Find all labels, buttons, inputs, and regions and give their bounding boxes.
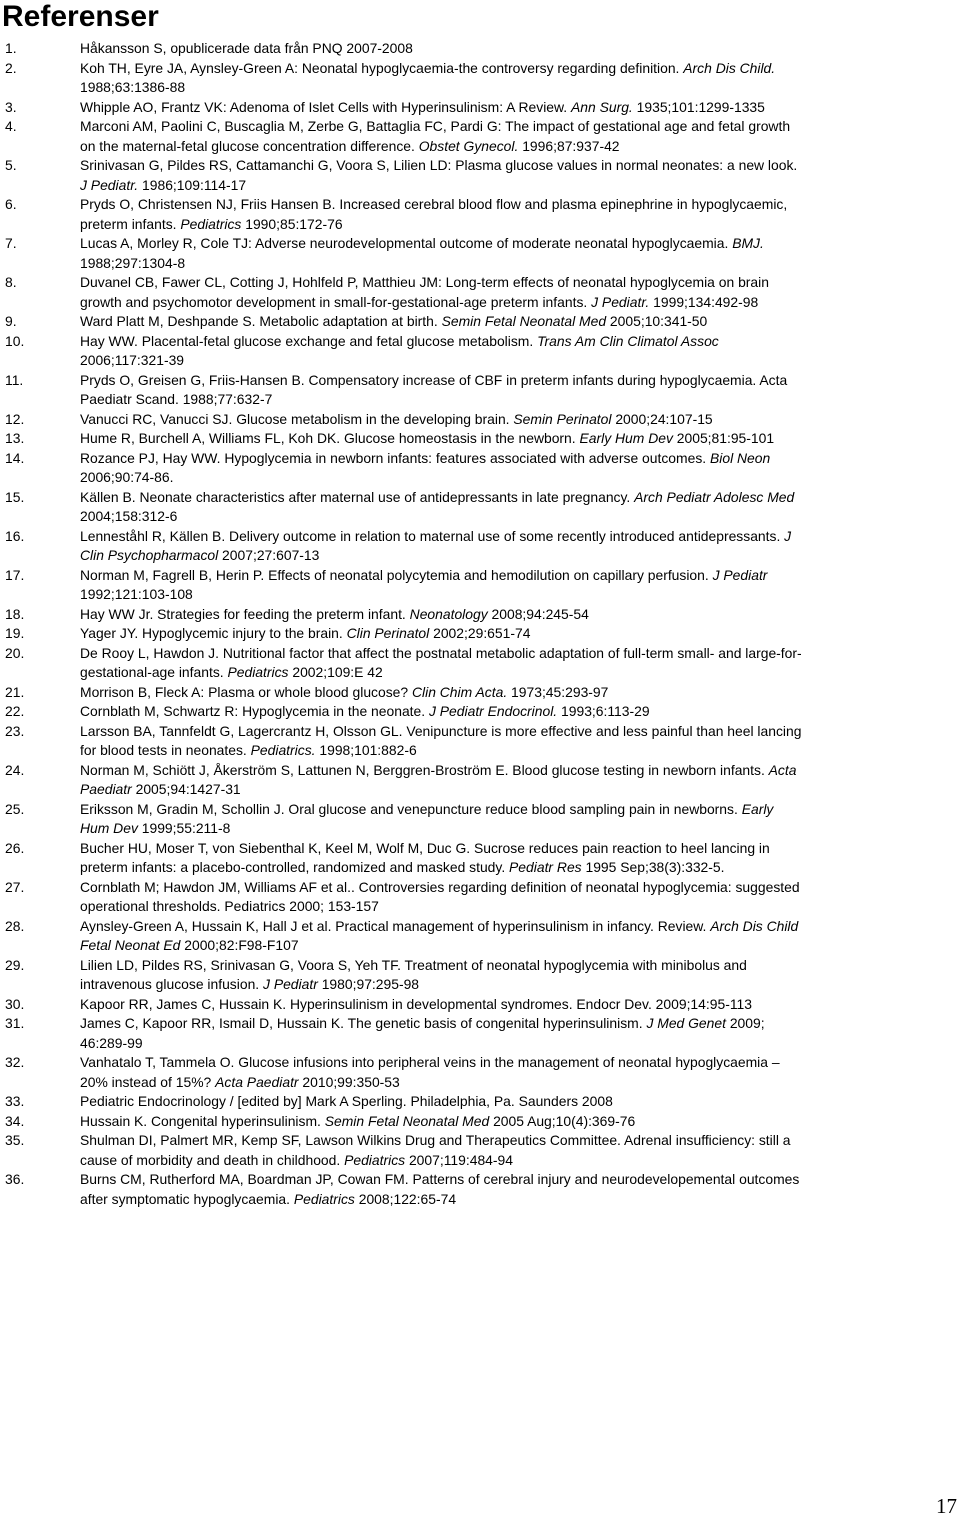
citation-text: 46:289-99 <box>80 1034 143 1051</box>
reference-line <box>80 215 958 235</box>
reference-item <box>0 917 960 956</box>
reference-line <box>80 312 958 332</box>
journal-title: Pediatr Res <box>509 859 582 875</box>
reference-text <box>80 995 958 1015</box>
citation-text: Larsson BA, Tannfeldt G, Lagercrantz H, Olsson GL. Venipuncture is more effective and less painful than heel lancing <box>80 722 802 739</box>
citation-text: growth and psychomotor development in small-for-gestational-age preterm infants. <box>80 293 592 310</box>
reference-line <box>80 780 958 800</box>
citation-text: 1998;101:882-6 <box>315 742 417 758</box>
journal-title: Arch Dis Child. <box>683 59 776 76</box>
citation-text: 2005;81:95-101 <box>672 430 775 446</box>
journal-title: J Pediatr <box>263 976 318 992</box>
reference-text <box>80 624 958 644</box>
reference-number: 11. <box>5 371 24 388</box>
reference-line <box>80 332 958 352</box>
reference-line <box>80 1014 958 1034</box>
citation-text: Kapoor RR, James C, Hussain K. Hyperinsulinism in developmental syndromes. Endocr Dev. 2009;14:95-113 <box>80 995 752 1012</box>
reference-line <box>80 176 958 196</box>
reference-number: 18. <box>5 605 25 622</box>
reference-number: 26. <box>5 839 25 856</box>
reference-number: 34. <box>5 1112 25 1129</box>
citation-text: Vanhatalo T, Tammela O. Glucose infusions into peripheral veins in the management of neonatal hypoglycaemia – <box>80 1054 780 1070</box>
reference-number: 15. <box>5 488 25 505</box>
reference-text <box>80 761 958 800</box>
reference-item <box>0 234 960 273</box>
reference-line <box>80 1092 958 1112</box>
journal-title: Paediatr <box>80 781 132 797</box>
citation-text: 2005;94:1427-31 <box>131 781 241 797</box>
reference-line <box>80 488 958 508</box>
citation-text: cause of morbidity and death in childhood. <box>80 1151 345 1168</box>
reference-line <box>80 936 958 956</box>
reference-item <box>0 1053 960 1092</box>
reference-item <box>0 527 960 566</box>
reference-number: 6. <box>5 196 17 212</box>
reference-line <box>80 351 958 371</box>
reference-line <box>80 624 958 644</box>
journal-title: Obstet Gynecol. <box>418 137 519 154</box>
reference-line <box>80 410 958 430</box>
citation-text: 2006;117:321-39 <box>80 352 185 368</box>
citation-text: Hume R, Burchell A, Williams FL, Koh DK. Glucose homeostasis in the newborn. <box>80 430 580 446</box>
reference-number: 5. <box>5 157 17 173</box>
citation-text: Ward Platt M, Deshpande S. Metabolic adaptation at birth. <box>80 313 442 329</box>
reference-line <box>80 1131 958 1151</box>
reference-item <box>0 156 960 195</box>
reference-line <box>80 897 958 917</box>
citation-text: Pediatric Endocrinology / [edited by] Mark A Sperling. Philadelphia, Pa. Saunders 2008 <box>80 1093 613 1109</box>
reference-text <box>80 1131 958 1170</box>
reference-text <box>80 1112 958 1132</box>
reference-item <box>0 1131 960 1170</box>
citation-text: Lenneståhl R, Källen B. Delivery outcome in relation to maternal use of some recently introduced antidepressants. <box>80 527 785 544</box>
reference-item <box>0 995 960 1015</box>
journal-title: Pediatrics <box>227 664 289 680</box>
reference-number: 27. <box>5 878 25 895</box>
citation-text: Håkansson S, opublicerade data från PNQ 2007-2008 <box>80 40 413 56</box>
reference-line <box>80 878 958 898</box>
citation-text: 1999;134:492-98 <box>649 293 759 310</box>
reference-line <box>80 195 958 215</box>
citation-text: Norman M, Schiött J, Åkerström S, Lattunen N, Berggren-Broström E. Blood glucose testing in newborn infants. <box>80 761 769 778</box>
reference-number: 7. <box>5 235 17 251</box>
reference-item <box>0 195 960 234</box>
journal-title: J Pediatr. <box>80 176 139 193</box>
citation-text: 2002;109:E 42 <box>288 664 383 680</box>
reference-text <box>80 839 958 878</box>
citation-text: 2007;119:484-94 <box>405 1151 513 1168</box>
citation-text: Aynsley-Green A, Hussain K, Hall J et al. Practical management of hyperinsulinism in infancy. Review. <box>80 917 711 934</box>
citation-text: Hussain K. Congenital hyperinsulinism. <box>80 1112 325 1129</box>
reference-text <box>80 312 958 332</box>
journal-title: J Pediatr. <box>591 293 650 310</box>
reference-line <box>80 722 958 742</box>
reference-line <box>80 995 958 1015</box>
reference-item <box>0 429 960 449</box>
reference-line <box>80 1073 958 1093</box>
reference-number: 9. <box>5 313 17 329</box>
journal-title: Ann Surg. <box>571 98 633 115</box>
reference-number: 33. <box>5 1093 25 1109</box>
citation-text: 1980;97:295-98 <box>317 976 420 992</box>
reference-line <box>80 59 958 79</box>
citation-text: Bucher HU, Moser T, von Siebenthal K, Keel M, Wolf M, Duc G. Sucrose reduces pain reaction to heel lancing in <box>80 839 770 856</box>
reference-number: 21. <box>5 683 25 700</box>
reference-text <box>80 410 958 430</box>
citation-text: Paediatr Scand. 1988;77:632-7 <box>80 391 273 407</box>
reference-number: 17. <box>5 566 25 583</box>
reference-text <box>80 273 958 312</box>
reference-line <box>80 234 958 254</box>
reference-text <box>80 1170 958 1209</box>
reference-number: 20. <box>5 644 25 661</box>
journal-title: Semin Perinatol <box>513 410 612 427</box>
citation-text: Marconi AM, Paolini C, Buscaglia M, Zerbe G, Battaglia FC, Pardi G: The impact of gestational age and fetal growth <box>80 118 791 134</box>
reference-number: 10. <box>5 332 25 349</box>
citation-text: preterm infants. <box>80 215 181 232</box>
reference-text <box>80 488 958 527</box>
reference-line <box>80 605 958 625</box>
reference-text <box>80 332 958 371</box>
reference-text <box>80 917 958 956</box>
citation-text: for blood tests in neonates. <box>80 742 251 758</box>
reference-line <box>80 1151 958 1171</box>
reference-line <box>80 702 958 722</box>
reference-item <box>0 39 960 59</box>
citation-text: Hay WW Jr. Strategies for feeding the preterm infant. <box>80 605 410 622</box>
reference-text <box>80 429 958 449</box>
reference-number: 30. <box>5 995 25 1012</box>
reference-item <box>0 1014 960 1053</box>
citation-text: 1992;121:103-108 <box>80 586 193 602</box>
reference-line <box>80 839 958 859</box>
journal-title: Early <box>741 800 774 817</box>
journal-title: Clin Perinatol <box>346 625 430 641</box>
citation-text: Whipple AO, Frantz VK: Adenoma of Islet Cells with Hyperinsulinism: A Review. <box>80 98 572 115</box>
reference-text <box>80 527 958 566</box>
citation-text: 2002;29:651-74 <box>429 625 531 641</box>
reference-item <box>0 410 960 430</box>
citation-text: 1995 Sep;38(3):332-5. <box>581 859 725 875</box>
reference-item <box>0 449 960 488</box>
citation-text: 1986;109:114-17 <box>138 176 247 193</box>
citation-text: James C, Kapoor RR, Ismail D, Hussain K. The genetic basis of congenital hyperinsulinism. <box>80 1015 647 1031</box>
reference-item <box>0 605 960 625</box>
citation-text: 2010;99:350-53 <box>298 1073 400 1090</box>
reference-item <box>0 273 960 312</box>
journal-title: Pediatrics. <box>250 742 316 758</box>
page-heading: Referenser <box>2 0 159 33</box>
citation-text: 1973;45:293-97 <box>507 683 609 700</box>
citation-text: operational thresholds. Pediatrics 2000; 153-157 <box>80 898 379 914</box>
citation-text: 1988;297:1304-8 <box>80 254 186 271</box>
reference-text <box>80 39 958 59</box>
citation-text: 1999;55:211-8 <box>137 820 231 836</box>
reference-number: 23. <box>5 722 25 739</box>
reference-text <box>80 683 958 703</box>
reference-item <box>0 644 960 683</box>
page-number: 17 <box>936 1494 957 1518</box>
reference-number: 29. <box>5 956 25 973</box>
journal-title: Acta Paediatr <box>215 1073 299 1090</box>
reference-text <box>80 644 958 683</box>
citation-text: Norman M, Fagrell B, Herin P. Effects of neonatal polycytemia and hemodilution on capillary perfusion. <box>80 566 713 583</box>
reference-line <box>80 741 958 761</box>
reference-item <box>0 117 960 156</box>
citation-text: 2009; <box>725 1015 765 1031</box>
journal-title: J Med Genet <box>646 1015 726 1031</box>
reference-number: 2. <box>5 59 17 76</box>
citation-text: 1990;85:172-76 <box>241 215 343 232</box>
reference-line <box>80 683 958 703</box>
reference-line <box>80 546 958 566</box>
citation-text: Morrison B, Fleck A: Plasma or whole blood glucose? <box>80 683 412 700</box>
citation-text: Rozance PJ, Hay WW. Hypoglycemia in newborn infants: features associated with adverse outcomes. <box>80 449 710 466</box>
reference-line <box>80 468 958 488</box>
reference-line <box>80 858 958 878</box>
citation-text: 1988;63:1386-88 <box>80 79 186 95</box>
journal-title: BMJ. <box>732 235 764 251</box>
journal-title: Clin Chim Acta. <box>411 683 508 700</box>
citation-text: 2005;10:341-50 <box>606 313 708 329</box>
reference-line <box>80 137 958 157</box>
citation-text: Cornblath M, Schwartz R: Hypoglycemia in the neonate. <box>80 703 429 719</box>
reference-text <box>80 195 958 234</box>
reference-text <box>80 59 958 98</box>
reference-text <box>80 605 958 625</box>
reference-item <box>0 98 960 118</box>
reference-item <box>0 878 960 917</box>
citation-text: Källen B. Neonate characteristics after maternal use of antidepressants in late pregnancy. <box>80 488 635 505</box>
reference-number: 1. <box>5 40 17 56</box>
citation-text: 1993;6:113-29 <box>557 703 650 719</box>
reference-item <box>0 488 960 527</box>
citation-text: 2000;24:107-15 <box>611 410 713 427</box>
reference-line <box>80 371 958 391</box>
citation-text: 2008;94:245-54 <box>487 605 589 622</box>
reference-text <box>80 566 958 605</box>
reference-number: 25. <box>5 800 25 817</box>
citation-text: Pryds O, Christensen NJ, Friis Hansen B. Increased cerebral blood flow and plasma epinephrine in hypoglycaemic, <box>80 196 788 212</box>
reference-line <box>80 1190 958 1210</box>
journal-title: Pediatrics <box>293 1190 355 1207</box>
reference-number: 36. <box>5 1171 25 1187</box>
reference-line <box>80 566 958 586</box>
reference-number: 16. <box>5 527 25 544</box>
reference-line <box>80 78 958 98</box>
reference-text <box>80 800 958 839</box>
journal-title: Trans Am Clin Climatol Assoc <box>537 332 719 349</box>
reference-text <box>80 1092 958 1112</box>
reference-text <box>80 117 958 156</box>
journal-title: J Pediatr <box>712 566 768 583</box>
journal-title: Arch Dis Child <box>710 917 799 934</box>
reference-line <box>80 390 958 410</box>
reference-text <box>80 371 958 410</box>
citation-text: preterm infants: a placebo-controlled, randomized and masked study. <box>80 859 510 875</box>
reference-number: 31. <box>5 1015 25 1031</box>
citation-text: intravenous glucose infusion. <box>80 976 264 992</box>
reference-line <box>80 917 958 937</box>
journal-title: Semin Fetal Neonatal Med <box>441 313 607 329</box>
journal-title: Pediatrics <box>344 1151 406 1168</box>
journal-title: J Pediatr Endocrinol. <box>428 703 558 719</box>
reference-number: 4. <box>5 118 17 134</box>
reference-text <box>80 702 958 722</box>
reference-line <box>80 98 958 118</box>
reference-number: 13. <box>5 430 25 446</box>
reference-line <box>80 293 958 313</box>
citation-text: 2000;82:F98-F107 <box>180 937 299 953</box>
reference-number: 12. <box>5 410 25 427</box>
citation-text: 1996;87:937-42 <box>518 137 620 154</box>
citation-text: Yager JY. Hypoglycemic injury to the brain. <box>80 625 347 641</box>
journal-title: J <box>784 527 792 544</box>
journal-title: Hum Dev <box>80 820 138 836</box>
citation-text: 2007;27:607-13 <box>218 547 320 563</box>
reference-text <box>80 1014 958 1053</box>
reference-text <box>80 956 958 995</box>
reference-line <box>80 273 958 293</box>
reference-item <box>0 566 960 605</box>
reference-line <box>80 39 958 59</box>
reference-text <box>80 234 958 273</box>
citation-text: gestational-age infants. <box>80 664 228 680</box>
reference-line <box>80 800 958 820</box>
reference-line <box>80 449 958 469</box>
reference-line <box>80 117 958 137</box>
reference-line <box>80 156 958 176</box>
citation-text: Burns CM, Rutherford MA, Boardman JP, Cowan FM. Patterns of cerebral injury and neurodevelopemental outcomes <box>80 1171 800 1187</box>
journal-title: Acta <box>768 761 797 778</box>
reference-item <box>0 722 960 761</box>
reference-number: 22. <box>5 703 25 719</box>
reference-line <box>80 507 958 527</box>
reference-number: 24. <box>5 761 25 778</box>
journal-title: Early Hum Dev <box>579 430 673 446</box>
reference-line <box>80 644 958 664</box>
reference-line <box>80 975 958 995</box>
reference-line <box>80 1053 958 1073</box>
citation-text: after symptomatic hypoglycaemia. <box>80 1190 294 1207</box>
citation-text: Pryds O, Greisen G, Friis-Hansen B. Compensatory increase of CBF in preterm infants during hypoglycaemia. Acta <box>80 371 788 388</box>
citation-text: Eriksson M, Gradin M, Schollin J. Oral glucose and venepuncture reduce blood sampling pain in newborns. <box>80 800 742 817</box>
reference-line <box>80 585 958 605</box>
reference-line <box>80 956 958 976</box>
reference-item <box>0 312 960 332</box>
journal-title: Semin Fetal Neonatal Med <box>324 1112 490 1129</box>
citation-text: 2004;158:312-6 <box>80 508 178 524</box>
reference-text <box>80 156 958 195</box>
journal-title: Fetal Neonat Ed <box>80 937 181 953</box>
citation-text: on the maternal-fetal glucose concentration difference. <box>80 137 419 154</box>
reference-text <box>80 722 958 761</box>
reference-item <box>0 800 960 839</box>
reference-text <box>80 1053 958 1092</box>
citation-text: 2006;90:74-86. <box>80 469 174 485</box>
citation-text: Koh TH, Eyre JA, Aynsley-Green A: Neonatal hypoglycaemia-the controversy regarding definition. <box>80 59 684 76</box>
reference-number: 32. <box>5 1054 25 1070</box>
reference-item <box>0 839 960 878</box>
reference-item <box>0 624 960 644</box>
reference-item <box>0 956 960 995</box>
citation-text: Cornblath M; Hawdon JM, Williams AF et al.. Controversies regarding definition of neonatal hypoglycemia: suggested <box>80 878 800 895</box>
citation-text: De Rooy L, Hawdon J. Nutritional factor that affect the postnatal metabolic adaptation of full-term small- and large-for- <box>80 644 802 661</box>
citation-text: Shulman DI, Palmert MR, Kemp SF, Lawson Wilkins Drug and Therapeutics Committee. Adrenal insufficiency: still a <box>80 1132 791 1148</box>
reference-number: 28. <box>5 917 25 934</box>
reference-list <box>0 39 960 1209</box>
reference-line <box>80 819 958 839</box>
reference-text <box>80 449 958 488</box>
reference-item <box>0 1092 960 1112</box>
reference-item <box>0 702 960 722</box>
citation-text: Vanucci RC, Vanucci SJ. Glucose metabolism in the developing brain. <box>80 410 514 427</box>
reference-line <box>80 761 958 781</box>
reference-item <box>0 1170 960 1209</box>
citation-text: Lilien LD, Pildes RS, Srinivasan G, Voora S, Yeh TF. Treatment of neonatal hypoglycemia with minibolus and <box>80 956 747 973</box>
reference-number: 19. <box>5 625 25 641</box>
reference-text <box>80 98 958 118</box>
reference-line <box>80 663 958 683</box>
reference-line <box>80 1170 958 1190</box>
reference-text <box>80 878 958 917</box>
reference-number: 8. <box>5 274 17 290</box>
reference-line <box>80 1112 958 1132</box>
reference-item <box>0 683 960 703</box>
reference-number: 14. <box>5 449 25 466</box>
citation-text: 2008;122:65-74 <box>354 1190 457 1207</box>
reference-line <box>80 254 958 274</box>
reference-item <box>0 1112 960 1132</box>
citation-text: 20% instead of 15%? <box>80 1073 216 1090</box>
journal-title: Clin Psychopharmacol <box>80 547 219 563</box>
reference-line <box>80 1034 958 1054</box>
journal-title: Biol Neon <box>710 449 771 466</box>
reference-item <box>0 371 960 410</box>
reference-line <box>80 527 958 547</box>
journal-title: Pediatrics <box>180 215 242 232</box>
reference-item <box>0 59 960 98</box>
citation-text: Lucas A, Morley R, Cole TJ: Adverse neurodevelopmental outcome of moderate neonatal hypoglycaemia. <box>80 235 733 251</box>
reference-number: 3. <box>5 98 17 115</box>
reference-line <box>80 429 958 449</box>
citation-text: 1935;101:1299-1335 <box>632 98 765 115</box>
citation-text: Hay WW. Placental-fetal glucose exchange and fetal glucose metabolism. <box>80 332 538 349</box>
citation-text: Duvanel CB, Fawer CL, Cotting J, Hohlfeld P, Matthieu JM: Long-term effects of neonatal hypoglycemia on brain <box>80 274 769 290</box>
citation-text: 2005 Aug;10(4):369-76 <box>489 1112 636 1129</box>
reference-number: 35. <box>5 1132 25 1148</box>
reference-item <box>0 761 960 800</box>
journal-title: Neonatology <box>409 605 488 622</box>
reference-item <box>0 332 960 371</box>
journal-title: Arch Pediatr Adolesc Med <box>634 488 795 505</box>
citation-text: Srinivasan G, Pildes RS, Cattamanchi G, Voora S, Lilien LD: Plasma glucose values in normal neonates: a new look. <box>80 157 798 173</box>
